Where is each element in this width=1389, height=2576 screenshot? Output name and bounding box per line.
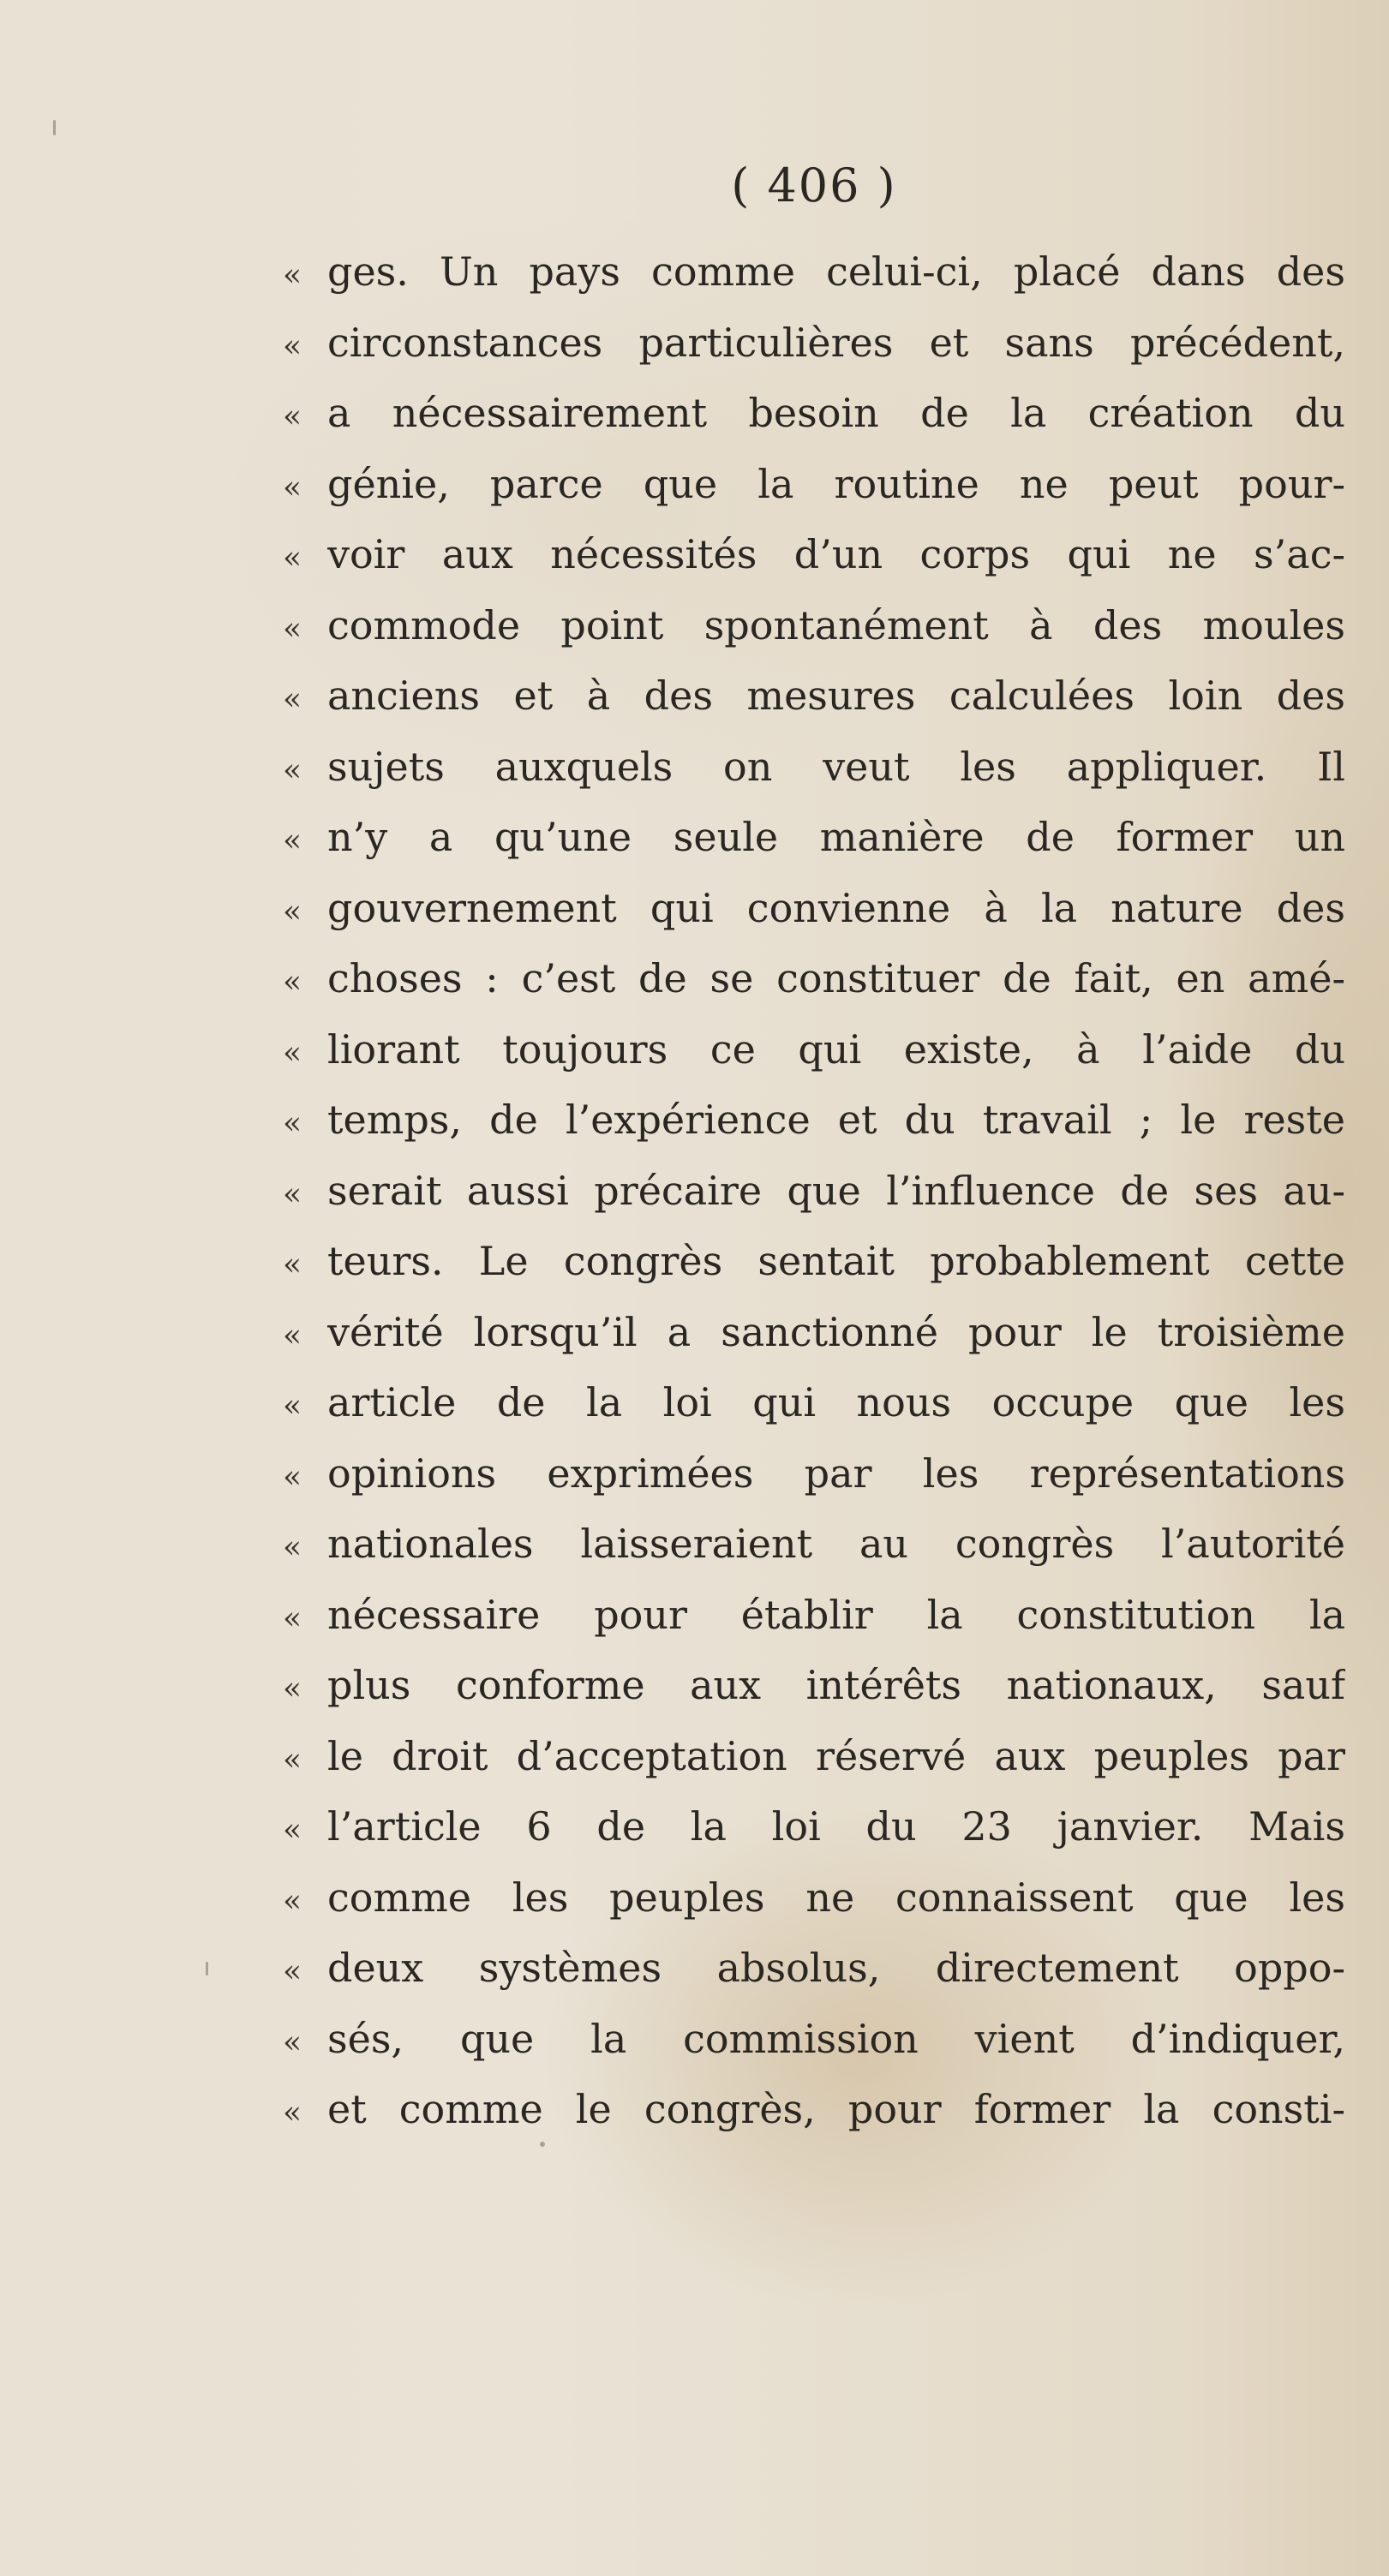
text-line xyxy=(283,1803,1345,1874)
paper-speck xyxy=(53,120,56,135)
text-line xyxy=(283,1450,1345,1521)
quote-mark: « xyxy=(283,328,302,364)
text-line xyxy=(283,1379,1345,1450)
line-text: gouvernement qui convienne à la nature des xyxy=(327,884,1345,931)
line-text: l’article 6 de la loi du 23 janvier. Mais xyxy=(327,1803,1345,1850)
line-text: nationales laisseraient au congrès l’autorité xyxy=(327,1521,1345,1567)
line-text: a nécessairement besoin de la création du xyxy=(327,390,1345,436)
text-line xyxy=(283,2016,1345,2087)
quote-mark: « xyxy=(283,682,302,717)
line-text: deux systèmes absolus, directement oppo- xyxy=(327,1945,1345,1991)
quote-mark: « xyxy=(283,965,302,1000)
text-line xyxy=(283,531,1345,602)
text-line xyxy=(283,1026,1345,1097)
text-line xyxy=(283,320,1345,391)
text-line xyxy=(283,1521,1345,1592)
text-line xyxy=(283,1874,1345,1945)
line-text: opinions exprimées par les représentations xyxy=(327,1449,1345,1497)
quote-mark: « xyxy=(283,1954,302,1989)
quote-mark: « xyxy=(283,752,302,788)
line-text: article de la loi qui nous occupe que les xyxy=(327,1379,1345,1425)
quote-mark: « xyxy=(283,1671,302,1706)
quote-mark: « xyxy=(283,1176,302,1212)
line-text: commode point spontanément à des moules xyxy=(327,601,1345,648)
text-line xyxy=(283,1592,1345,1663)
line-text: et comme le congrès, pour former la consti- xyxy=(327,2086,1345,2132)
text-line xyxy=(283,1662,1345,1733)
line-text: voir aux nécessités d’un corps qui ne s’ac- xyxy=(327,531,1345,577)
quote-mark: « xyxy=(283,469,302,505)
line-text: vérité lorsqu’il a sanctionné pour le troisième xyxy=(327,1308,1345,1355)
line-text: ges. Un pays comme celui-ci, placé dans des xyxy=(327,248,1345,295)
line-text: n’y a qu’une seule manière de former un xyxy=(327,814,1345,860)
line-text: sujets auxquels on veut les appliquer. Il xyxy=(327,743,1345,790)
text-line xyxy=(283,1238,1345,1309)
line-text: génie, parce que la routine ne peut pour- xyxy=(327,460,1345,507)
text-line xyxy=(283,1097,1345,1168)
line-text: comme les peuples ne connaissent que les xyxy=(327,1874,1345,1921)
line-text: nécessaire pour établir la constitution la xyxy=(327,1591,1345,1638)
text-line xyxy=(283,248,1345,320)
text-line xyxy=(283,602,1345,673)
line-text: choses : c’est de se constituer de fait, en amé- xyxy=(327,955,1345,1001)
text-line xyxy=(283,672,1345,744)
line-text: anciens et à des mesures calculées loin des xyxy=(327,672,1345,719)
paper-speck xyxy=(206,1962,208,1975)
quote-mark: « xyxy=(283,823,302,858)
quote-mark: « xyxy=(283,2024,302,2060)
text-line xyxy=(283,461,1345,532)
quote-mark: « xyxy=(283,1883,302,1919)
line-text: le droit d’acceptation réservé aux peuples par xyxy=(327,1732,1345,1779)
quote-mark: « xyxy=(283,1600,302,1636)
line-text: temps, de l’expérience et du travail ; le reste xyxy=(327,1097,1345,1143)
quote-mark: « xyxy=(283,1813,302,1848)
line-text: sés, que la commission vient d’indiquer, xyxy=(327,2015,1345,2062)
text-line xyxy=(283,1168,1345,1239)
line-text: circonstances particulières et sans précédent, xyxy=(327,319,1345,366)
text-line xyxy=(283,885,1345,956)
quote-mark: « xyxy=(283,1318,302,1354)
text-line xyxy=(283,390,1345,461)
text-line xyxy=(283,814,1345,885)
quote-mark: « xyxy=(283,1530,302,1565)
text-line xyxy=(283,2086,1345,2157)
quote-mark: « xyxy=(283,611,302,647)
quote-mark: « xyxy=(283,541,302,576)
quote-mark: « xyxy=(283,1106,302,1141)
quote-mark: « xyxy=(283,894,302,929)
quote-mark: « xyxy=(283,399,302,434)
quote-mark: « xyxy=(283,1459,302,1495)
text-line xyxy=(283,1945,1345,2016)
text-line xyxy=(283,1733,1345,1804)
quote-mark: « xyxy=(283,1035,302,1071)
quote-mark: « xyxy=(283,258,302,293)
text-line xyxy=(283,955,1345,1026)
quote-mark: « xyxy=(283,1389,302,1424)
text-line xyxy=(283,1309,1345,1380)
quote-mark: « xyxy=(283,2095,302,2131)
line-text: serait aussi précaire que l’influence de ses au- xyxy=(327,1167,1345,1214)
line-text: liorant toujours ce qui existe, à l’aide du xyxy=(327,1025,1345,1073)
paper-speck xyxy=(540,2142,545,2147)
quote-mark: « xyxy=(283,1742,302,1778)
page-number: ( 406 ) xyxy=(731,158,897,212)
quote-mark: « xyxy=(283,1247,302,1282)
text-line xyxy=(283,744,1345,815)
text-body xyxy=(283,248,1345,2157)
line-text: teurs. Le congrès sentait probablement cette xyxy=(327,1238,1345,1284)
line-text: plus conforme aux intérêts nationaux, sauf xyxy=(327,1662,1345,1708)
